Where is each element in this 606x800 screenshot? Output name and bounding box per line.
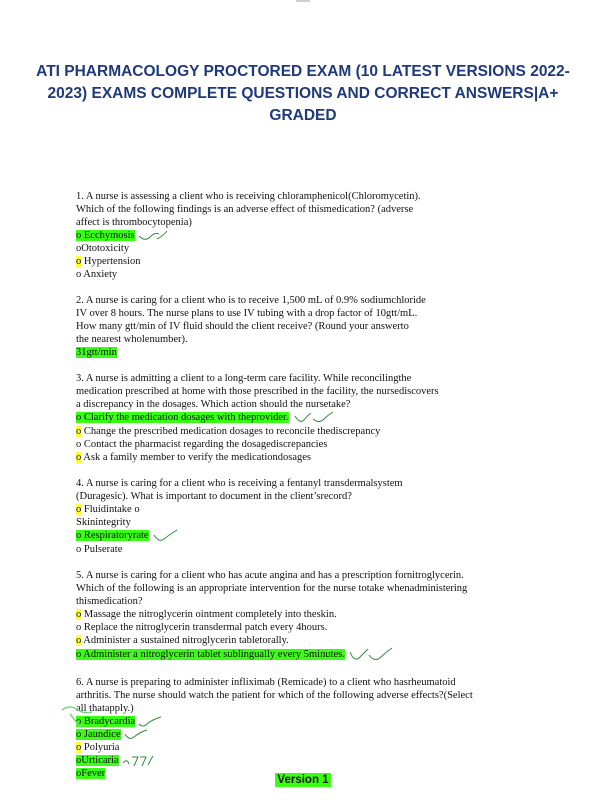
- option-text: Hypertension: [83, 256, 141, 267]
- question-text-line: 1. A nurse is assessing a client who is receiving chloramphenicol(Chloromycetin).: [76, 191, 421, 202]
- check-mark-icon: [137, 230, 169, 242]
- question-text-line: thismedication?: [76, 596, 143, 607]
- question-text-line: medication prescribed at home with those prescribed in the facility, the nursediscovers: [76, 386, 439, 397]
- option-text: Clarify the medication dosages with theprovider.: [83, 412, 289, 424]
- answer-text: 31gtt/min: [76, 347, 117, 358]
- footer: [0, 770, 606, 788]
- scribble-mark-icon: [121, 755, 155, 767]
- answer-option: [76, 529, 516, 543]
- option-text: Anxiety: [83, 269, 118, 280]
- option-marker: o: [76, 530, 82, 542]
- question-text-line: a discrepancy in the dosages. Which action should the nursetake?: [76, 399, 351, 410]
- version-label: Version 1: [277, 774, 329, 786]
- check-mark-icon: [291, 411, 335, 425]
- option-marker: o: [76, 729, 82, 740]
- question-text-line: affect is thrombocytopenia): [76, 217, 192, 228]
- check-mark-icon: [151, 529, 179, 543]
- question-text-line: Which of the following is an appropriate intervention for the nurse totake whenadministering: [76, 583, 468, 594]
- top-edge-mark: [296, 0, 310, 2]
- question-text-line: 3. A nurse is admitting a client to a long-term care facility. While reconcilingthe: [76, 373, 412, 384]
- option-marker: o: [76, 544, 82, 555]
- question-4: [76, 477, 516, 556]
- answer-option: [76, 621, 516, 634]
- option-text: Fever: [81, 768, 106, 779]
- answer-option: [76, 503, 516, 516]
- answer-option: [76, 242, 516, 255]
- option-marker: o: [76, 609, 82, 620]
- option-marker: o: [76, 230, 82, 241]
- answer-option: [76, 438, 516, 451]
- option-marker: o: [76, 256, 82, 267]
- option-marker: o: [76, 452, 82, 463]
- option-marker: o: [76, 412, 82, 424]
- margin-scribble-icon: [60, 700, 94, 730]
- answer-option: [76, 255, 516, 268]
- answer-option: [76, 741, 516, 754]
- question-text-line: 2. A nurse is caring for a client who is to receive 1,500 mL of 0.9% sodiumchloride: [76, 295, 426, 306]
- option-text: Skinintegrity: [76, 517, 131, 528]
- option-marker: o: [76, 426, 82, 437]
- question-6: [76, 676, 516, 780]
- option-marker: o: [76, 635, 82, 646]
- option-text: Polyuria: [83, 742, 120, 753]
- question-text-line: 5. A nurse is caring for a client who has acute angina and has a prescription fornitroglycerin.: [76, 570, 464, 581]
- option-text: Administer a nitroglycerin tablet sublingually every 5minutes.: [83, 649, 345, 661]
- option-marker: o: [76, 269, 82, 280]
- question-5: [76, 569, 516, 663]
- option-text: Replace the nitroglycerin transdermal patch every 4hours.: [83, 622, 328, 633]
- option-text: Ask a family member to verify the medicationdosages: [83, 452, 312, 463]
- option-text: Respiratoryrate: [83, 530, 149, 542]
- option-marker: o: [76, 755, 82, 766]
- question-text-line: the nearest wholenumber).: [76, 334, 188, 345]
- answer-option: [76, 754, 516, 767]
- question-text-line: arthritis. The nurse should watch the patient for which of the following adverse effects?(Select: [76, 690, 473, 701]
- question-1: [76, 190, 516, 281]
- option-marker: o: [76, 622, 82, 633]
- answer-option: [76, 268, 516, 281]
- question-text-line: (Duragesic). What is important to document in the client’srecord?: [76, 491, 352, 502]
- question-3: [76, 372, 516, 464]
- answer-option: [76, 647, 516, 663]
- answer-option: [76, 715, 516, 728]
- answer-option: [76, 728, 516, 741]
- question-2: [76, 294, 516, 359]
- answer-option: [76, 229, 516, 242]
- answer-option: [76, 451, 516, 464]
- option-text: Administer a sustained nitroglycerin tabletorally.: [83, 635, 289, 646]
- check-mark-icon: [347, 647, 393, 663]
- answer-value: [76, 346, 516, 359]
- option-text: Contact the pharmacist regarding the dosagediscrepancies: [83, 439, 328, 450]
- option-text: Massage the nitroglycerin ointment completely into theskin.: [83, 609, 337, 620]
- questions-body: [76, 190, 516, 793]
- option-marker: o: [76, 742, 82, 753]
- answer-option: [76, 516, 516, 529]
- answer-option: [76, 411, 516, 425]
- option-marker: o: [76, 768, 82, 779]
- option-text: Bradycardia: [83, 716, 136, 727]
- option-text: Pulserate: [83, 544, 123, 555]
- answer-option: [76, 543, 516, 556]
- answer-option: [76, 634, 516, 647]
- answer-option: [76, 608, 516, 621]
- check-mark-icon: [123, 729, 149, 741]
- option-marker: o: [76, 649, 82, 661]
- option-text: Change the prescribed medication dosages to reconcile thediscrepancy: [83, 426, 381, 437]
- option-text: Urticaria: [81, 755, 119, 766]
- option-text: Fluidintake o: [83, 504, 140, 515]
- question-text-line: IV over 8 hours. The nurse plans to use IV tubing with a drop factor of 10gtt/mL.: [76, 308, 418, 319]
- question-text-line: 6. A nurse is preparing to administer infliximab (Remicade) to a client who hasrheumatoid: [76, 677, 456, 688]
- option-text: Jaundice: [83, 729, 121, 740]
- check-mark-icon: [137, 716, 163, 728]
- option-marker: o: [76, 439, 82, 450]
- option-marker: o: [76, 716, 82, 727]
- option-text: Ecchymosis: [83, 230, 135, 241]
- question-text-line: 4. A nurse is caring for a client who is receiving a fentanyl transdermalsystem: [76, 478, 403, 489]
- option-marker: o: [76, 243, 82, 254]
- question-text-line: How many gtt/min of IV fluid should the client receive? (Round your answerto: [76, 321, 409, 332]
- document-title: ATI PHARMACOLOGY PROCTORED EXAM (10 LATEST VERSIONS 2022-2023) EXAMS COMPLETE QUESTIONS AND CORRECT ANSWERS|A+ GRADED: [36, 63, 570, 124]
- option-text: Ototoxicity: [81, 243, 130, 254]
- answer-option: [76, 425, 516, 438]
- question-text-line: all thatapply.): [76, 703, 134, 714]
- question-text-line: Which of the following findings is an adverse effect of thismedication? (adverse: [76, 204, 414, 215]
- option-marker: o: [76, 504, 82, 515]
